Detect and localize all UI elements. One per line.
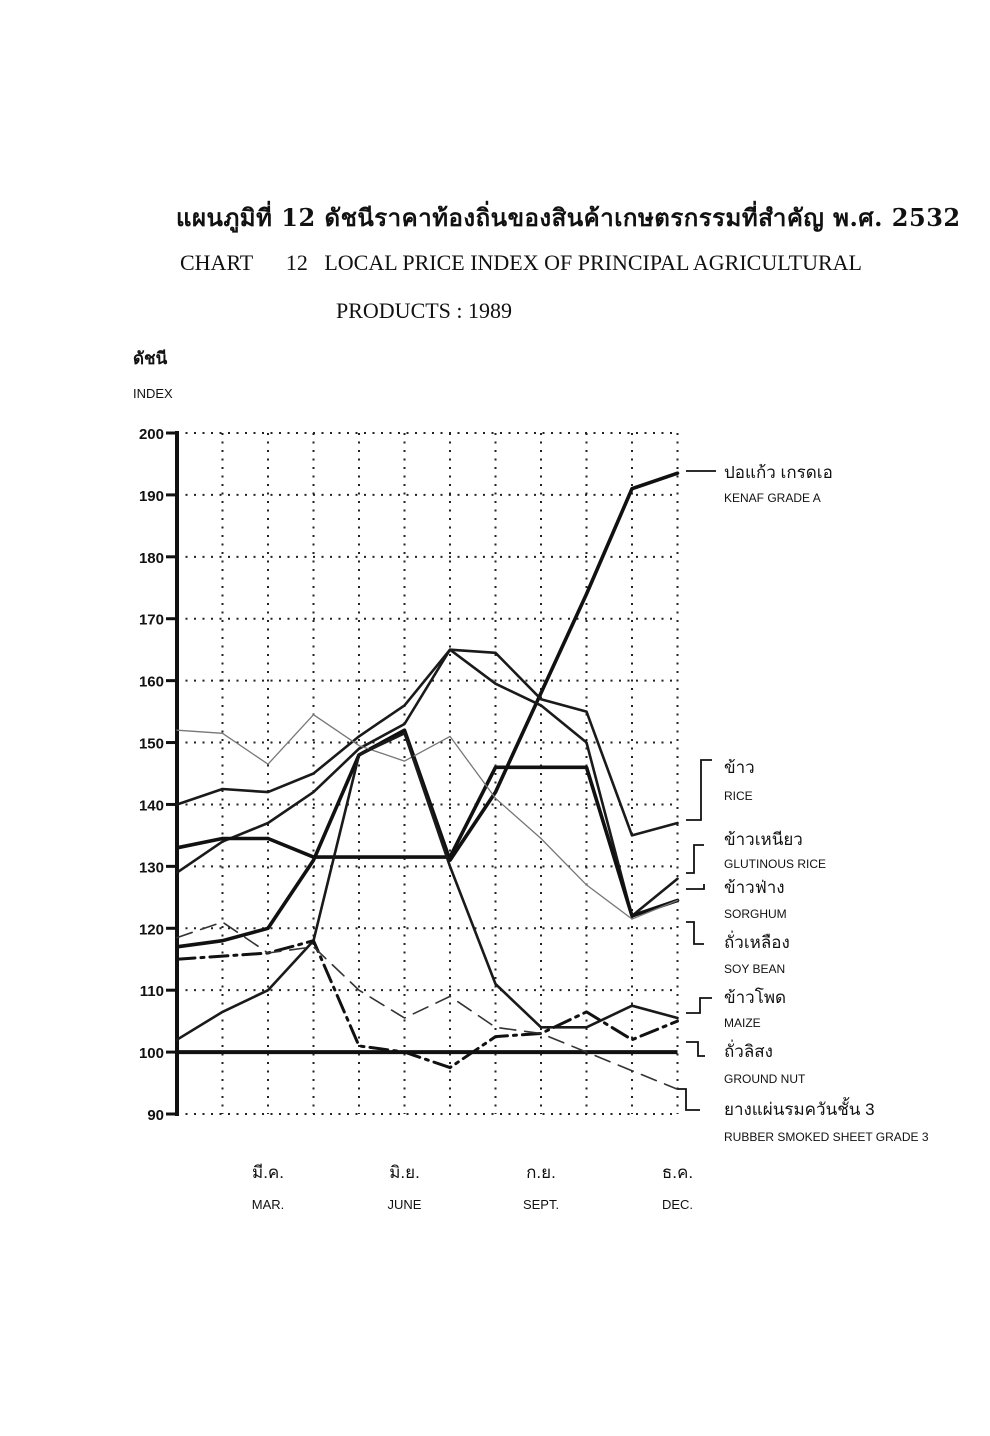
chart-title-thai: แผนภูมิที่ 12 ดัชนีราคาท้องถิ่นของสินค้าเกษตรกรรมที่สำคัญ พ.ศ. 2532 bbox=[176, 203, 961, 232]
legend-label-thai: ข้าว bbox=[724, 758, 755, 777]
legend-connector bbox=[686, 1042, 705, 1056]
legend-connector bbox=[686, 998, 712, 1013]
y-tick-label: 100 bbox=[138, 1045, 164, 1063]
legend-label-english: SOY BEAN bbox=[724, 962, 786, 976]
y-tick-label: 110 bbox=[139, 983, 164, 1001]
legend-label-english: GLUTINOUS RICE bbox=[724, 857, 827, 871]
y-tick-label: 120 bbox=[138, 921, 164, 939]
y-tick-label: 180 bbox=[138, 549, 164, 567]
y-tick-label: 190 bbox=[138, 487, 164, 505]
y-axis-label-english: INDEX bbox=[133, 386, 173, 401]
legend-label-english: RUBBER SMOKED SHEET GRADE 3 bbox=[724, 1130, 929, 1144]
legend-label-english: GROUND NUT bbox=[724, 1072, 806, 1086]
grid bbox=[177, 433, 678, 1114]
y-tick-label: 170 bbox=[138, 611, 164, 629]
y-axis-label-thai: ดัชนี bbox=[133, 349, 168, 368]
x-month-label-thai: มี.ค. bbox=[251, 1163, 285, 1182]
x-month-label-english: JUNE bbox=[387, 1197, 422, 1212]
series-line bbox=[177, 733, 678, 1039]
legend-label-thai: ข้าวฟ่าง bbox=[724, 878, 785, 897]
legend-label-thai: ถั่วเหลือง bbox=[724, 933, 790, 952]
y-tick-labels bbox=[139, 426, 164, 1124]
x-month-label-english: MAR. bbox=[251, 1197, 285, 1212]
legend-label-thai: ถั่วลิสง bbox=[724, 1042, 773, 1061]
y-tick-label: 140 bbox=[138, 797, 164, 815]
legend-connector bbox=[686, 884, 704, 889]
x-month-labels bbox=[252, 1163, 693, 1212]
x-month-label-english: DEC. bbox=[661, 1197, 694, 1212]
y-tick-label: 90 bbox=[147, 1107, 164, 1124]
legend-label-thai: ยางแผ่นรมควันชั้น 3 bbox=[724, 1100, 875, 1119]
x-month-label-thai: ธ.ค. bbox=[661, 1163, 694, 1182]
legend-connector bbox=[686, 922, 704, 944]
y-tick-label: 130 bbox=[138, 859, 164, 877]
x-month-label-english: SEPT. bbox=[522, 1197, 560, 1212]
legend-connector bbox=[678, 1089, 700, 1110]
y-tick-label: 160 bbox=[138, 673, 164, 691]
legend-label-thai: ข้าวเหนียว bbox=[724, 830, 803, 849]
chart-title-english-line1: CHART 12 LOCAL PRICE INDEX OF PRINCIPAL AGRICULTURAL bbox=[180, 250, 862, 275]
series-line bbox=[177, 922, 678, 1089]
series-line bbox=[177, 941, 678, 1068]
y-tick-label: 150 bbox=[138, 735, 164, 753]
series-lines bbox=[177, 473, 678, 1089]
legend-connector bbox=[686, 845, 704, 873]
legend-label-english: RICE bbox=[724, 789, 753, 803]
x-month-label-thai: มิ.ย. bbox=[389, 1163, 420, 1182]
y-tick-label: 200 bbox=[138, 426, 164, 443]
axes bbox=[166, 431, 177, 1116]
series-line bbox=[177, 767, 678, 916]
chart-title-english-line2: PRODUCTS : 1989 bbox=[336, 298, 513, 323]
legend-label-thai: ข้าวโพด bbox=[724, 988, 787, 1007]
legend-label-thai: ปอแก้ว เกรดเอ bbox=[724, 463, 833, 482]
x-month-label-thai: ก.ย. bbox=[526, 1163, 556, 1182]
legend-label-english: SORGHUM bbox=[724, 907, 787, 921]
series-line bbox=[177, 650, 678, 916]
legend-label-english: MAIZE bbox=[724, 1016, 761, 1030]
legend-label-english: KENAF GRADE A bbox=[724, 491, 821, 505]
legend bbox=[678, 463, 929, 1144]
legend-connector bbox=[686, 760, 712, 820]
series-line bbox=[177, 473, 678, 947]
